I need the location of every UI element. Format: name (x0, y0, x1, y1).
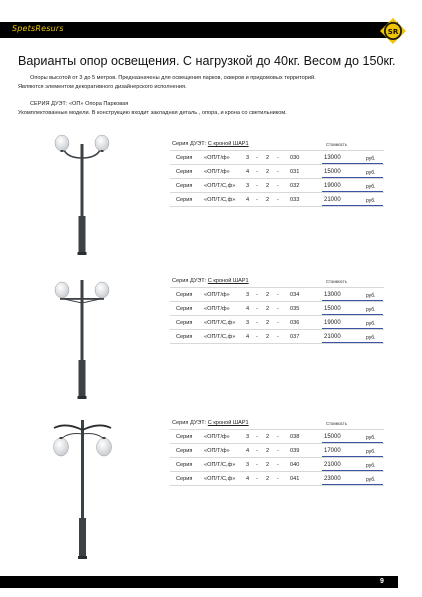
table-row (170, 287, 384, 301)
dash-cell: - (256, 169, 258, 175)
price-value: 19000 (324, 320, 341, 326)
table-row (170, 315, 384, 329)
model-cell: «ОП/Т/С,ф» (204, 197, 236, 203)
series-cell: Серия (176, 334, 193, 340)
height-cell: 3 (246, 183, 250, 189)
dash-cell: - (277, 448, 279, 454)
dash-cell: - (277, 169, 279, 175)
code-cell: 033 (290, 197, 300, 203)
dash-cell: - (256, 476, 258, 482)
code-cell: 035 (290, 306, 300, 312)
table-row (170, 457, 384, 471)
code-cell: 037 (290, 334, 300, 340)
price-currency: руб. (366, 476, 376, 483)
page-title: Варианты опор освещения. С нагрузкой до 40кг. Весом до 150кг. (18, 54, 396, 68)
price-cell (322, 445, 383, 457)
dash-cell: - (277, 306, 279, 312)
series-note: Укомплектованные модели. В конструкцию входит закладная деталь , опора, и крона со светильником. (18, 110, 287, 117)
intro-line-1: Опоры высотой от 3 до 5 метров. Предназначены для освещения парков, скверов и придомовых территорий. (30, 75, 316, 81)
arms-cell: 2 (266, 292, 270, 298)
dash-cell: - (256, 155, 258, 161)
caption-prefix: Серия ДУЭТ: (172, 141, 208, 147)
arms-cell: 2 (266, 155, 270, 161)
price-currency: руб. (366, 434, 376, 441)
series-cell: Серия (176, 434, 193, 440)
price-currency: руб. (366, 155, 376, 162)
caption-link[interactable]: С кроной ШАР1 (207, 141, 249, 147)
arms-cell: 2 (266, 448, 270, 454)
dash-cell: - (256, 197, 258, 203)
model-cell: «ОП/Т/ф» (204, 448, 230, 454)
series-cell: Серия (176, 292, 193, 298)
dash-cell: - (256, 306, 258, 312)
page-number: 9 (380, 578, 384, 585)
price-currency: руб. (366, 320, 376, 327)
series-cell: Серия (176, 183, 193, 189)
intro-text (18, 74, 408, 93)
price-cell (322, 166, 383, 178)
intro-line-2: Являются элементом декоративного дизайнерского исполнения. (18, 84, 187, 91)
code-cell: 032 (290, 183, 300, 189)
table-row (170, 301, 384, 315)
height-cell: 3 (246, 434, 250, 440)
price-table-section-3 (170, 418, 384, 486)
code-cell: 034 (290, 292, 300, 298)
price-currency: руб. (366, 462, 376, 469)
price-cell (322, 152, 383, 164)
price-cell (322, 180, 383, 192)
code-cell: 040 (290, 462, 300, 468)
table-row (170, 178, 384, 192)
pole-illustration-duet-1 (48, 128, 118, 256)
arms-cell: 2 (266, 197, 270, 203)
price-currency: руб. (366, 292, 376, 299)
model-cell: «ОП/Т/ф» (204, 434, 230, 440)
price-currency: руб. (366, 169, 376, 176)
arms-cell: 2 (266, 476, 270, 482)
caption-link[interactable]: С кроной ШАР1 (207, 278, 249, 284)
price-value: 13000 (324, 155, 341, 161)
caption-prefix: Серия ДУЭТ: (172, 420, 208, 426)
logo-text: SR (387, 28, 399, 36)
model-cell: «ОП/Т/ф» (204, 306, 230, 312)
price-cell (322, 194, 383, 206)
dash-cell: - (277, 320, 279, 326)
price-value: 15000 (324, 306, 341, 312)
dash-cell: - (277, 334, 279, 340)
series-heading-block (18, 100, 408, 119)
series-cell: Серия (176, 169, 193, 175)
height-cell: 4 (246, 334, 250, 340)
price-currency: руб. (366, 183, 376, 190)
arms-cell: 2 (266, 320, 270, 326)
price-cell (322, 431, 383, 443)
height-cell: 3 (246, 155, 250, 161)
price-value: 13000 (324, 292, 341, 298)
dash-cell: - (277, 292, 279, 298)
model-cell: «ОП/Т/С,ф» (204, 476, 236, 482)
price-table-section-2 (170, 276, 384, 344)
height-cell: 4 (246, 306, 250, 312)
model-cell: «ОП/Т/ф» (204, 292, 230, 298)
table-row (170, 164, 384, 178)
height-cell: 4 (246, 169, 250, 175)
price-currency: руб. (366, 197, 376, 204)
series-cell: Серия (176, 462, 193, 468)
dash-cell: - (256, 334, 258, 340)
height-cell: 3 (246, 462, 250, 468)
arms-cell: 2 (266, 334, 270, 340)
arms-cell: 2 (266, 169, 270, 175)
price-currency: руб. (366, 334, 376, 341)
table-caption (170, 276, 384, 287)
caption-link[interactable]: С кроной ШАР1 (207, 420, 249, 426)
dash-cell: - (277, 155, 279, 161)
dash-cell: - (256, 434, 258, 440)
price-value: 23000 (324, 476, 341, 482)
price-cell (322, 473, 383, 485)
table-row (170, 471, 384, 486)
table-row (170, 443, 384, 457)
series-cell: Серия (176, 320, 193, 326)
page-footer (0, 576, 398, 588)
price-value: 17000 (324, 448, 341, 454)
model-cell: «ОП/Т/С,ф» (204, 183, 236, 189)
code-cell: 030 (290, 155, 300, 161)
price-currency: руб. (366, 448, 376, 455)
series-cell: Серия (176, 476, 193, 482)
series-cell: Серия (176, 448, 193, 454)
price-cell (322, 331, 383, 343)
table-caption (170, 418, 384, 429)
model-cell: «ОП/Т/ф» (204, 155, 230, 161)
price-cell (322, 459, 383, 471)
dash-cell: - (256, 320, 258, 326)
code-cell: 039 (290, 448, 300, 454)
model-cell: «ОП/Т/С,ф» (204, 334, 236, 340)
arms-cell: 2 (266, 306, 270, 312)
series-cell: Серия (176, 155, 193, 161)
price-value: 21000 (324, 334, 341, 340)
table-row (170, 192, 384, 207)
code-cell: 031 (290, 169, 300, 175)
pole-illustration-duet-3 (46, 410, 120, 560)
brand-name: SpetsResurs (12, 24, 64, 33)
brand-logo-icon (379, 17, 407, 45)
code-cell: 041 (290, 476, 300, 482)
table-row (170, 150, 384, 164)
price-column-header: Стоимость (326, 279, 347, 284)
price-cell (322, 303, 383, 315)
arms-cell: 2 (266, 462, 270, 468)
dash-cell: - (277, 462, 279, 468)
code-cell: 036 (290, 320, 300, 326)
dash-cell: - (256, 462, 258, 468)
series-heading: СЕРИЯ ДУЭТ: «ОП» Опора Парковая (30, 101, 129, 107)
caption-prefix: Серия ДУЭТ: (172, 278, 208, 284)
price-value: 15000 (324, 434, 341, 440)
table-caption (170, 139, 384, 150)
dash-cell: - (277, 183, 279, 189)
price-value: 21000 (324, 462, 341, 468)
price-column-header: Стоимость (326, 421, 347, 426)
price-cell (322, 317, 383, 329)
dash-cell: - (277, 434, 279, 440)
model-cell: «ОП/Т/С,ф» (204, 462, 236, 468)
price-currency: руб. (366, 306, 376, 313)
height-cell: 4 (246, 448, 250, 454)
page-header (0, 22, 398, 38)
price-cell (322, 289, 383, 301)
height-cell: 4 (246, 197, 250, 203)
dash-cell: - (256, 183, 258, 189)
pole-illustration-duet-2 (48, 270, 118, 400)
table-row (170, 429, 384, 443)
dash-cell: - (256, 448, 258, 454)
price-table-section-1 (170, 139, 384, 207)
series-cell: Серия (176, 197, 193, 203)
code-cell: 038 (290, 434, 300, 440)
dash-cell: - (277, 476, 279, 482)
price-value: 15000 (324, 169, 341, 175)
price-value: 19000 (324, 183, 341, 189)
arms-cell: 2 (266, 434, 270, 440)
model-cell: «ОП/Т/С,ф» (204, 320, 236, 326)
dash-cell: - (277, 197, 279, 203)
series-cell: Серия (176, 306, 193, 312)
model-cell: «ОП/Т/ф» (204, 169, 230, 175)
height-cell: 3 (246, 292, 250, 298)
dash-cell: - (256, 292, 258, 298)
arms-cell: 2 (266, 183, 270, 189)
table-row (170, 329, 384, 344)
price-column-header: Стоимость (326, 142, 347, 147)
height-cell: 3 (246, 320, 250, 326)
height-cell: 4 (246, 476, 250, 482)
price-value: 21000 (324, 197, 341, 203)
